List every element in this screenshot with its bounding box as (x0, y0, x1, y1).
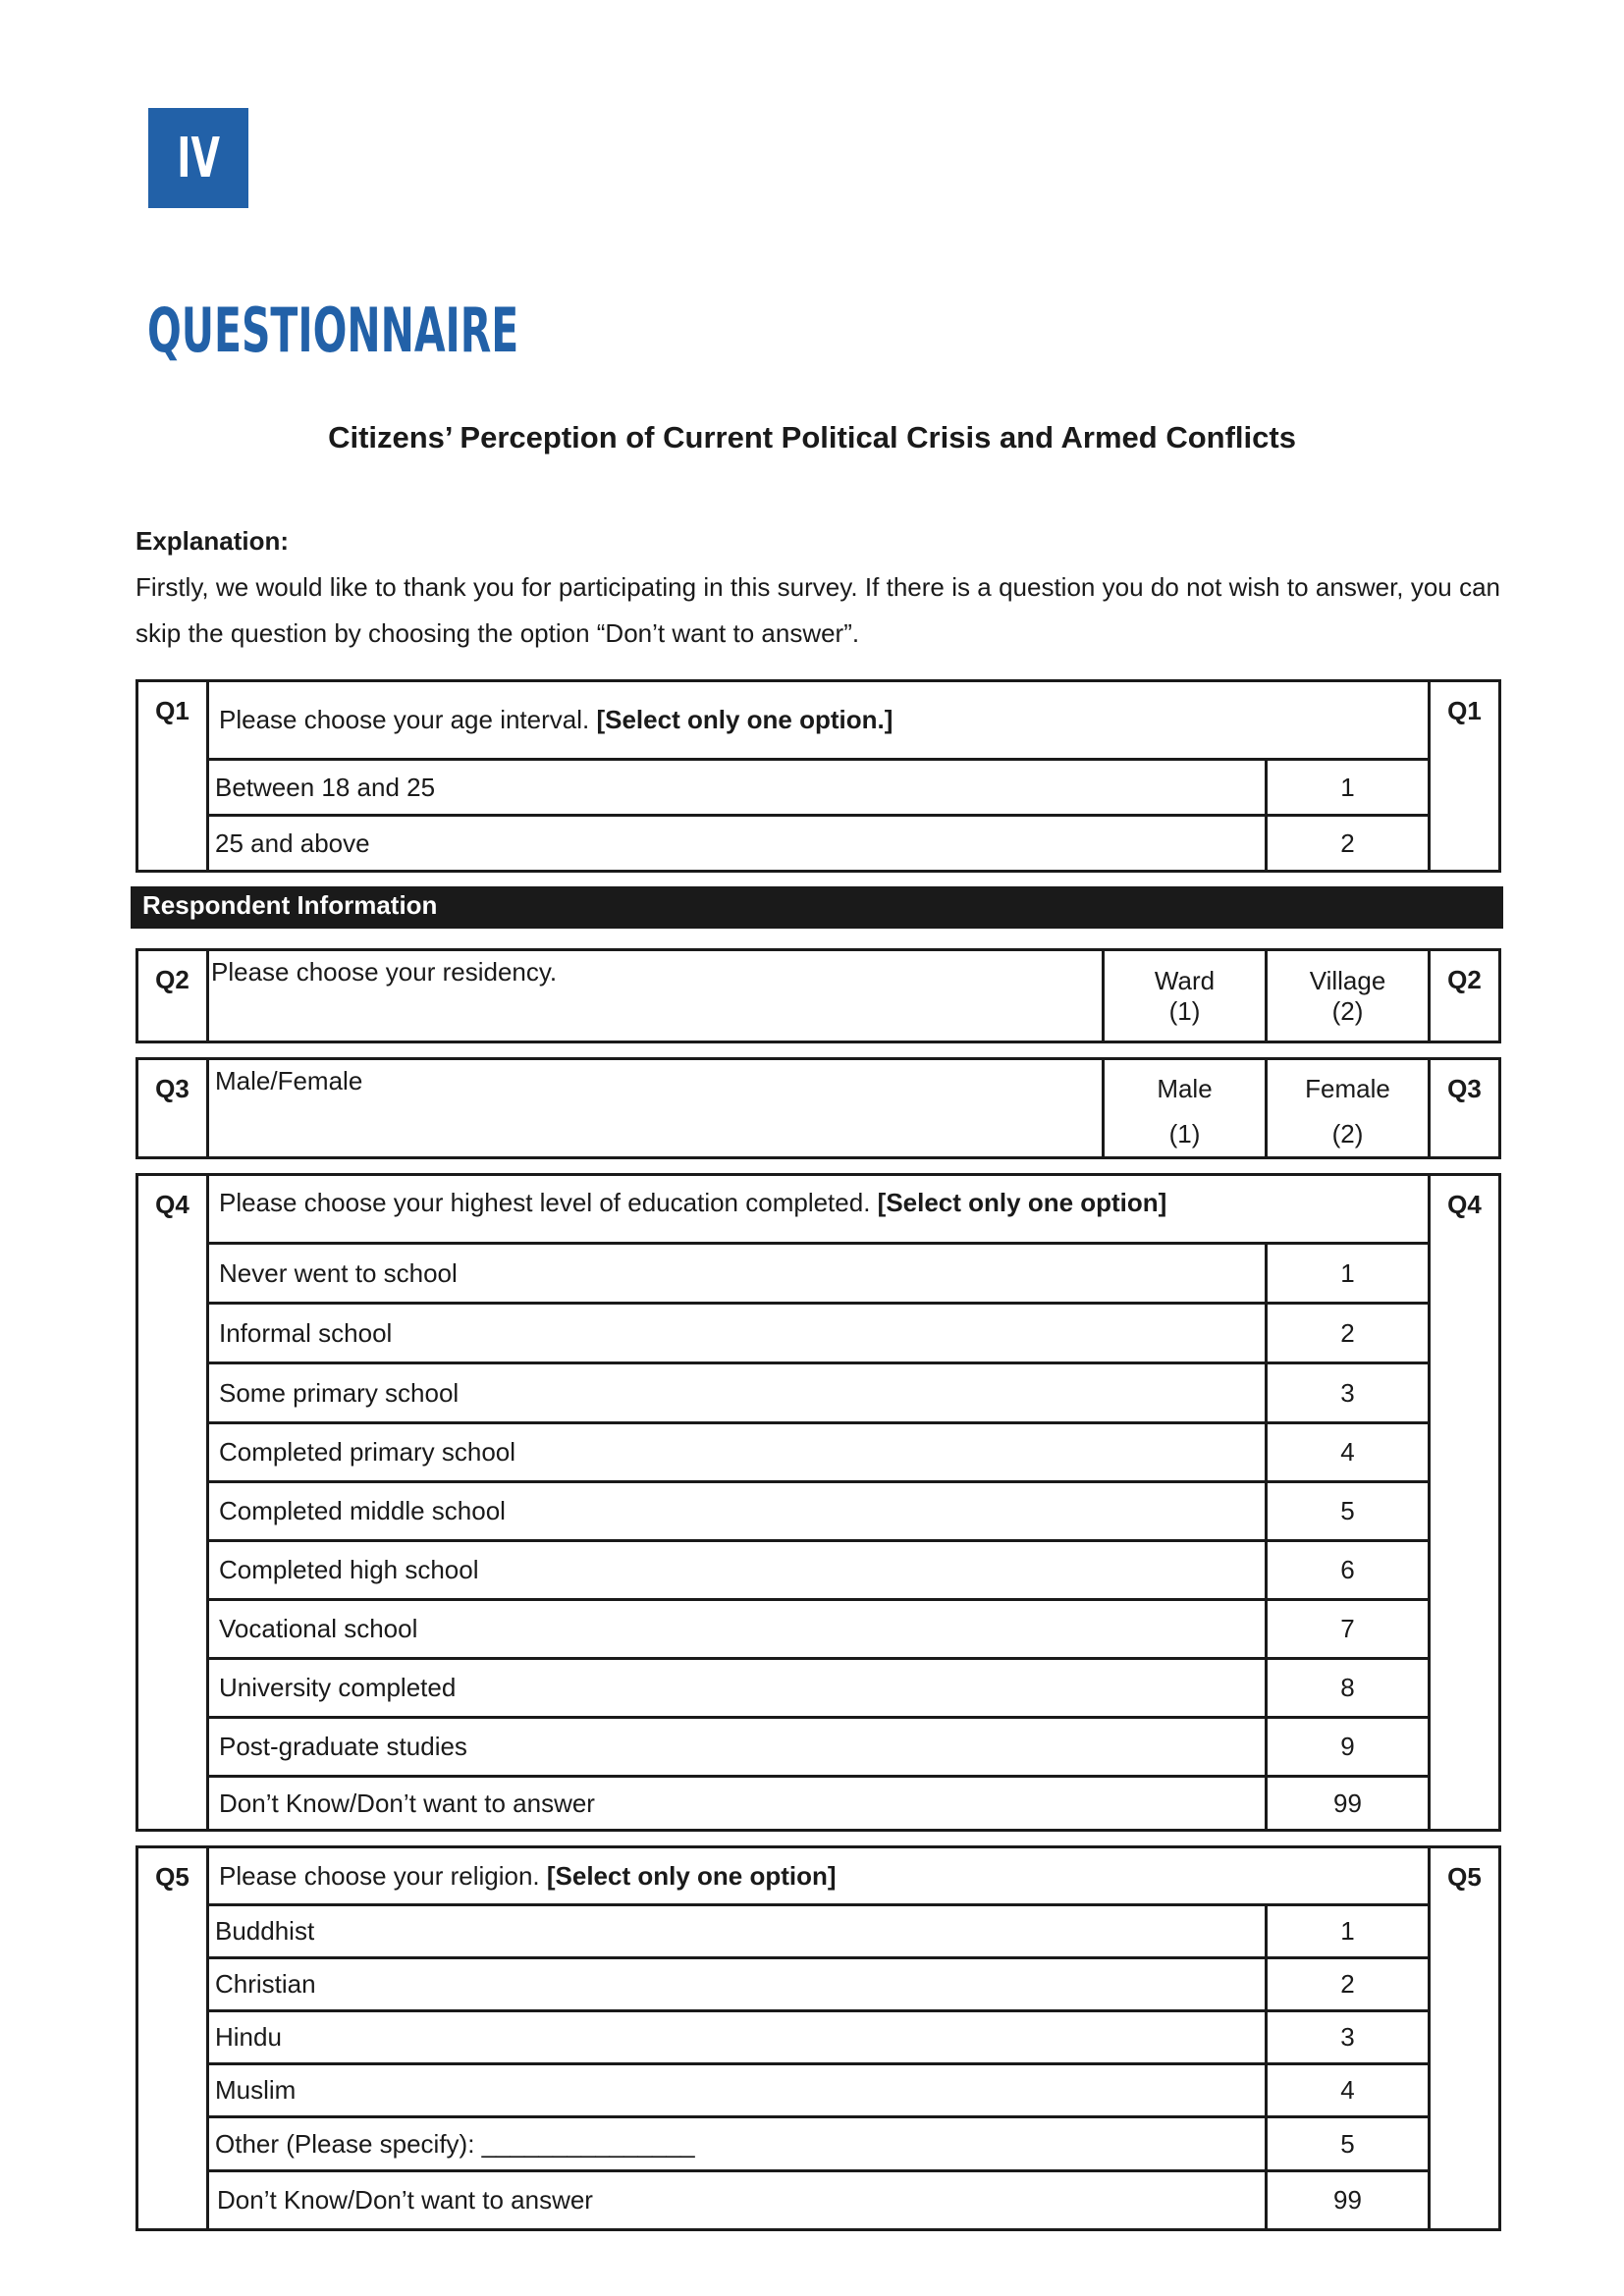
q1-id-right: Q1 (1430, 681, 1500, 872)
q5-id: Q5 (137, 1847, 208, 2230)
q4-id: Q4 (137, 1175, 208, 1831)
q1-option-code[interactable]: 1 (1267, 760, 1430, 816)
q4-id-right: Q4 (1430, 1175, 1500, 1831)
q5-option-code[interactable]: 2 (1266, 1958, 1429, 2011)
q5-option-code[interactable]: 4 (1266, 2064, 1429, 2117)
q4-option-label: Vocational school (208, 1600, 1267, 1659)
explanation (135, 518, 1500, 657)
q3-option-label: Female (1305, 1074, 1390, 1103)
q5-option-label: Don’t Know/Don’t want to answer (208, 2171, 1267, 2230)
q4-option-code[interactable]: 8 (1266, 1659, 1429, 1718)
q4-option-label: Some primary school (208, 1363, 1267, 1423)
q4-option-code[interactable]: 9 (1266, 1718, 1429, 1777)
q5-option-code[interactable]: 99 (1266, 2171, 1429, 2230)
q3-option-code: (1) (1168, 1119, 1201, 1148)
q1-option-row[interactable] (137, 816, 1500, 872)
q2-question: Please choose your residency. (208, 950, 1104, 1042)
q3-question: Male/Female (208, 1059, 1104, 1158)
q3-id-right: Q3 (1430, 1059, 1500, 1158)
q5-option-label: Buddhist (208, 1905, 1267, 1958)
q5-question-text: Please choose your religion. (219, 1860, 540, 1891)
q4-question (208, 1175, 1430, 1244)
q4-option-code[interactable]: 6 (1266, 1541, 1429, 1600)
q4-option-label: Post-graduate studies (208, 1718, 1267, 1777)
q3-option-female[interactable] (1267, 1059, 1430, 1158)
q4-option-row[interactable] (137, 1304, 1500, 1363)
q2-id-right: Q2 (1430, 950, 1500, 1042)
q3-table (135, 1057, 1501, 1159)
q2-id: Q2 (137, 950, 208, 1042)
q5-instruction: [Select only one option] (546, 1860, 837, 1891)
q2-option-label: Ward (1154, 965, 1216, 995)
q4-option-code[interactable]: 5 (1266, 1482, 1429, 1541)
q4-table (135, 1173, 1501, 1832)
q1-option-row[interactable] (137, 760, 1500, 816)
q5-option-row[interactable] (137, 1905, 1500, 1958)
q4-option-code[interactable]: 3 (1266, 1363, 1429, 1423)
q1-id: Q1 (137, 681, 208, 872)
q4-option-code[interactable]: 1 (1266, 1244, 1429, 1304)
q2-option-village[interactable] (1267, 950, 1430, 1042)
q2-option-code: (1) (1168, 995, 1201, 1026)
q4-option-label: Informal school (208, 1304, 1267, 1363)
q4-option-label: Completed middle school (208, 1482, 1267, 1541)
q4-option-row[interactable] (137, 1363, 1500, 1423)
section-badge (148, 108, 248, 208)
q2-option-code: (2) (1331, 995, 1364, 1026)
q5-option-row[interactable] (137, 2171, 1500, 2230)
q4-option-row[interactable] (137, 1541, 1500, 1600)
q5-option-row[interactable] (137, 2011, 1500, 2064)
q1-question (208, 681, 1430, 760)
q4-option-code[interactable]: 99 (1266, 1777, 1429, 1831)
q5-option-code[interactable]: 3 (1266, 2011, 1429, 2064)
q3-id: Q3 (137, 1059, 208, 1158)
q4-option-row[interactable] (137, 1659, 1500, 1718)
explanation-label: Explanation: (135, 526, 290, 556)
q5-option-label-other[interactable]: Other (Please specify): _______________ (208, 2117, 1267, 2171)
q5-option-label: Hindu (208, 2011, 1267, 2064)
q4-option-row[interactable] (137, 1718, 1500, 1777)
q1-option-label: 25 and above (208, 816, 1267, 872)
page-heading: QUESTIONNAIRE (147, 294, 519, 366)
q5-option-label: Christian (208, 1958, 1267, 2011)
q3-option-label: Male (1157, 1074, 1213, 1103)
q4-option-label: Never went to school (208, 1244, 1267, 1304)
q5-option-code[interactable]: 5 (1266, 2117, 1429, 2171)
q4-question-text: Please choose your highest level of education completed. (219, 1188, 871, 1217)
q5-option-label: Muslim (208, 2064, 1267, 2117)
q4-option-code[interactable]: 7 (1266, 1600, 1429, 1659)
q3-option-male[interactable] (1104, 1059, 1267, 1158)
q4-option-label: University completed (208, 1659, 1267, 1718)
q4-option-label: Don’t Know/Don’t want to answer (208, 1777, 1267, 1831)
q3-option-code: (2) (1331, 1119, 1364, 1148)
q5-option-row[interactable] (137, 1958, 1500, 2011)
q2-table (135, 948, 1501, 1043)
q4-option-label: Completed primary school (208, 1423, 1267, 1482)
q1-question-text: Please choose your age interval. (219, 705, 590, 734)
q5-question (208, 1847, 1430, 1905)
q4-option-label: Completed high school (208, 1541, 1267, 1600)
survey-title: Citizens’ Perception of Current Political Crisis and Armed Conflicts (328, 420, 1296, 454)
q1-table (135, 679, 1501, 873)
explanation-text: Firstly, we would like to thank you for participating in this survey. If there is a question you do not wish to answer, you can skip the question by choosing the option “Don’t want to answer”. (135, 572, 1500, 648)
q1-option-code[interactable]: 2 (1267, 816, 1430, 872)
q5-table (135, 1845, 1501, 2231)
q2-option-ward[interactable] (1104, 950, 1267, 1042)
q1-instruction: [Select only one option.] (596, 705, 893, 734)
respondent-info-header: Respondent Information (131, 886, 1503, 929)
q4-option-row[interactable] (137, 1482, 1500, 1541)
q4-option-code[interactable]: 2 (1266, 1304, 1429, 1363)
q4-option-row[interactable] (137, 1423, 1500, 1482)
q4-option-row[interactable] (137, 1244, 1500, 1304)
q4-option-row[interactable] (137, 1600, 1500, 1659)
q2-option-label: Village (1309, 965, 1386, 995)
q5-id-right: Q5 (1430, 1847, 1500, 2230)
q4-option-code[interactable]: 4 (1266, 1423, 1429, 1482)
q1-option-label: Between 18 and 25 (208, 760, 1267, 816)
section-numeral: IV (177, 126, 220, 190)
q5-option-row[interactable] (137, 2064, 1500, 2117)
q5-option-code[interactable]: 1 (1266, 1905, 1429, 1958)
q4-option-row[interactable] (137, 1777, 1500, 1831)
q4-instruction: [Select only one option] (877, 1188, 1167, 1217)
q5-option-row[interactable] (137, 2117, 1500, 2171)
